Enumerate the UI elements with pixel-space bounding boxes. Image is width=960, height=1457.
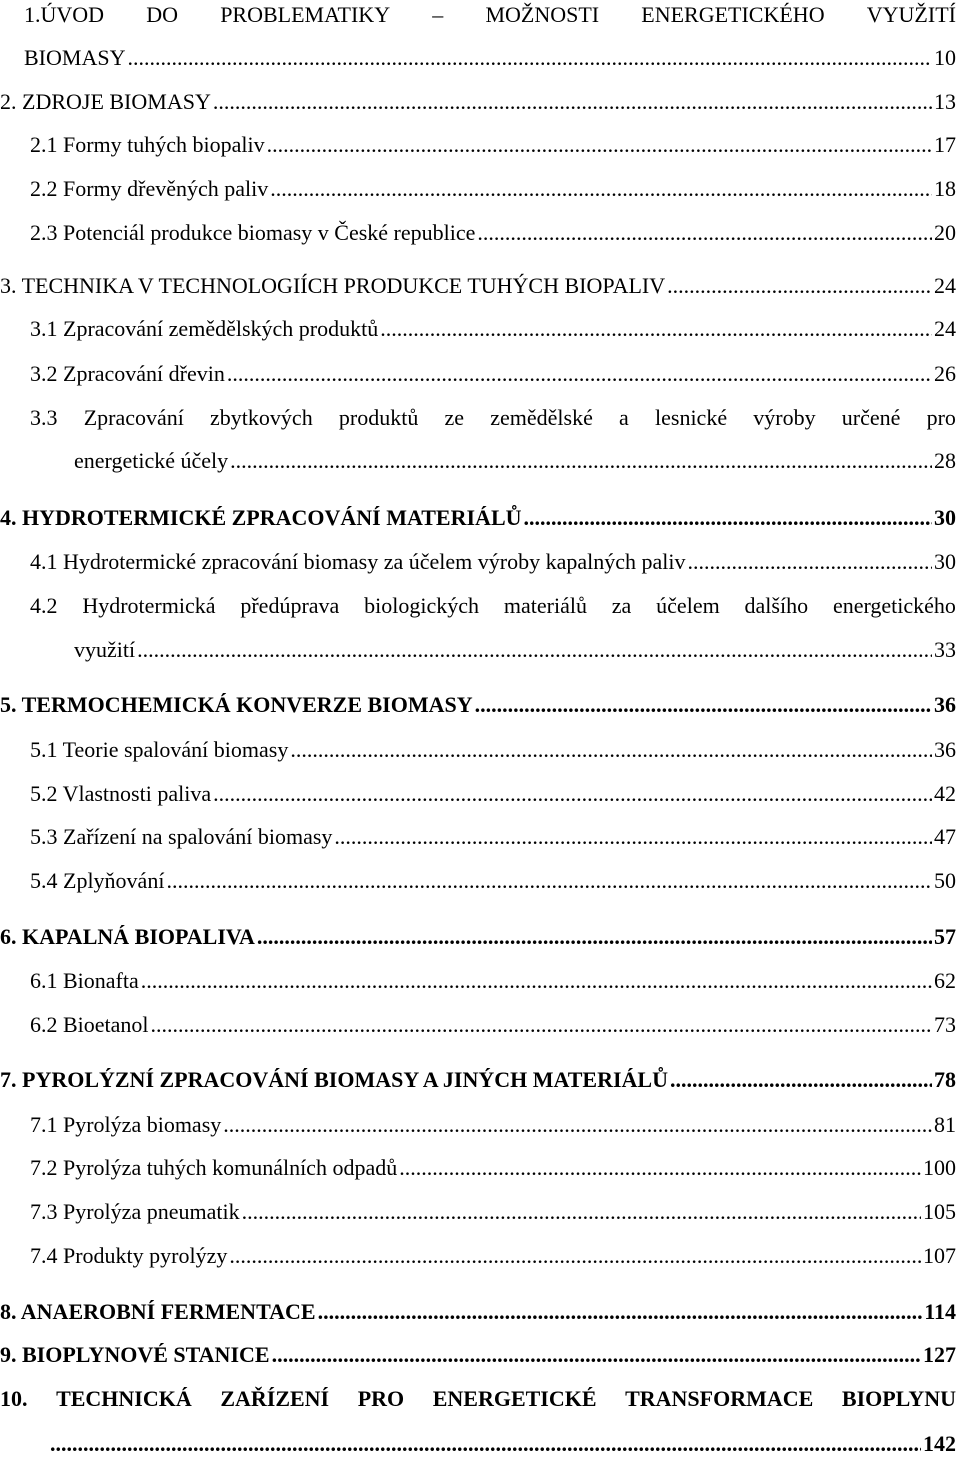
toc-entry-first-line — [0, 1386, 956, 1412]
toc-entry-line — [30, 1155, 956, 1181]
toc-entry-first-line — [30, 593, 956, 619]
toc-entry-title: 3. TECHNIKA V TECHNOLOGIÍCH PRODUKCE TUHÝCH BIOPALIV — [0, 273, 666, 298]
toc-page-number: 50 — [934, 868, 956, 893]
toc-entry-word: Zpracování — [83, 405, 184, 430]
toc-entry-word: TRANSFORMACE — [625, 1386, 814, 1411]
toc-leader-dots — [151, 1012, 932, 1038]
toc-page-number: 13 — [934, 89, 956, 114]
toc-page-number: 24 — [934, 316, 956, 341]
toc-entry-title: 7. PYROLÝZNÍ ZPRACOVÁNÍ BIOMASY A JINÝCH MATERIÁLŮ — [0, 1067, 668, 1092]
toc-page-number: 78 — [934, 1067, 956, 1092]
toc-entry-word: výroby — [753, 405, 816, 430]
toc-page-number: 42 — [934, 781, 956, 806]
toc-page-number: 73 — [934, 1012, 956, 1037]
toc-entry-title: 7.2 Pyrolýza tuhých komunálních odpadů — [30, 1155, 398, 1180]
toc-entry-line — [30, 1243, 956, 1269]
toc-entry-word: produktů — [338, 405, 419, 430]
toc-entry-line — [30, 316, 956, 342]
toc-page-number: 114 — [924, 1299, 956, 1324]
toc-leader-dots — [290, 737, 932, 763]
toc-page-number: 36 — [934, 737, 956, 762]
toc-page-number: 17 — [934, 132, 956, 157]
toc-entry-word: PRO — [357, 1386, 405, 1411]
toc-leader-dots — [272, 1342, 921, 1368]
toc-leader-dots — [227, 361, 932, 387]
toc-leader-dots — [213, 781, 932, 807]
toc-entry-line — [0, 692, 956, 718]
toc-entry-line — [30, 1112, 956, 1138]
toc-page-number: 36 — [934, 692, 956, 717]
toc-entry-title: 7.3 Pyrolýza pneumatik — [30, 1199, 240, 1224]
toc-leader-dots — [257, 924, 932, 950]
toc-entry-word: lesnické — [655, 405, 728, 430]
toc-entry-word: 4.2 — [30, 593, 58, 618]
toc-entry-line — [30, 781, 956, 807]
toc-entry-last-line — [48, 1431, 956, 1457]
toc-entry-word: zemědělské — [490, 405, 593, 430]
toc-leader-dots — [318, 1299, 923, 1325]
toc-entry-line — [30, 868, 956, 894]
toc-entry-word: ze — [444, 405, 465, 430]
toc-entry-word: a — [619, 405, 629, 430]
toc-entry-line — [30, 549, 956, 575]
toc-leader-dots — [688, 549, 933, 575]
toc-page-number: 24 — [934, 273, 956, 298]
toc-leader-dots — [667, 273, 932, 299]
toc-leader-dots — [524, 505, 932, 531]
toc-entry-title: 5.3 Zařízení na spalování biomasy — [30, 824, 333, 849]
toc-entry-title: 6.2 Bioetanol — [30, 1012, 149, 1037]
toc-entry-title: 5.2 Vlastnosti paliva — [30, 781, 212, 806]
toc-entry-title: 3.2 Zpracování dřevin — [30, 361, 225, 386]
toc-entry-title: 5.1 Teorie spalování biomasy — [30, 737, 289, 762]
toc-entry-word: pro — [926, 405, 956, 430]
toc-entry-last-line — [74, 637, 956, 663]
toc-entry-line — [0, 1067, 956, 1093]
toc-entry-line — [0, 505, 956, 531]
toc-entry-word: energetického — [832, 593, 956, 618]
toc-entry-title: BIOMASY — [24, 45, 126, 70]
toc-entry-word: za — [611, 593, 632, 618]
toc-page-number: 30 — [934, 549, 956, 574]
toc-entry-word: – — [432, 2, 444, 27]
toc-entry-word: Hydrotermická — [82, 593, 216, 618]
toc-entry-line — [0, 1299, 956, 1325]
toc-entry-word: DO — [146, 2, 179, 27]
toc-entry-line — [0, 1342, 956, 1368]
toc-entry-word: ENERGETICKÉ — [432, 1386, 597, 1411]
toc-entry-title: 3.1 Zpracování zemědělských produktů — [30, 316, 379, 341]
toc-entry-title: 6. KAPALNÁ BIOPALIVA — [0, 924, 255, 949]
toc-entry-first-line — [24, 2, 956, 28]
toc-leader-dots — [50, 1431, 921, 1457]
toc-entry-title: 5.4 Zplyňování — [30, 868, 165, 893]
toc-page-number: 28 — [934, 448, 956, 473]
toc-entry-title: 5. TERMOCHEMICKÁ KONVERZE BIOMASY — [0, 692, 473, 717]
toc-entry-title: 2.3 Potenciál produkce biomasy v České republice — [30, 220, 476, 245]
toc-entry-line — [0, 273, 956, 299]
toc-page-number: 18 — [934, 176, 956, 201]
toc-entry-word: 3.3 — [30, 405, 58, 430]
toc-entry-word: PROBLEMATIKY — [220, 2, 391, 27]
toc-entry-last-line — [74, 448, 956, 474]
toc-page-number: 10 — [934, 45, 956, 70]
toc-entry-word: předúprava — [240, 593, 340, 618]
toc-page-number: 62 — [934, 968, 956, 993]
toc-entry-title: 2.1 Formy tuhých biopaliv — [30, 132, 265, 157]
toc-entry-first-line — [30, 405, 956, 431]
toc-entry-line — [30, 968, 956, 994]
toc-entry-word: dalšího — [744, 593, 809, 618]
toc-leader-dots — [166, 868, 932, 894]
toc-entry-title: využití — [74, 637, 136, 662]
toc-entry-word: VYUŽITÍ — [866, 2, 956, 27]
toc-entry-word: materiálů — [503, 593, 587, 618]
toc-entry-title: 4.1 Hydrotermické zpracování biomasy za účelem výroby kapalných paliv — [30, 549, 686, 574]
toc-entry-word: 10. — [0, 1386, 28, 1411]
toc-entry-title: 7.4 Produkty pyrolýzy — [30, 1243, 228, 1268]
toc-leader-dots — [229, 1243, 921, 1269]
toc-entry-title: 8. ANAEROBNÍ FERMENTACE — [0, 1299, 316, 1324]
toc-entry-title: energetické účely — [74, 448, 229, 473]
toc-entry-word: TECHNICKÁ — [56, 1386, 192, 1411]
toc-leader-dots — [267, 132, 932, 158]
toc-entry-word: 1.ÚVOD — [24, 2, 105, 27]
toc-entry-line — [30, 176, 956, 202]
toc-entry-word: účelem — [656, 593, 720, 618]
toc-entry-word: biologických — [364, 593, 480, 618]
toc-page-number: 20 — [934, 220, 956, 245]
toc-entry-line — [30, 361, 956, 387]
toc-leader-dots — [137, 637, 932, 663]
toc-page-number: 33 — [934, 637, 956, 662]
toc-leader-dots — [334, 824, 932, 850]
toc-leader-dots — [230, 448, 932, 474]
toc-leader-dots — [223, 1112, 932, 1138]
toc-entry-line — [0, 924, 956, 950]
toc-entry-line — [30, 132, 956, 158]
toc-entry-title: 2. ZDROJE BIOMASY — [0, 89, 211, 114]
toc-leader-dots — [213, 89, 932, 115]
toc-page-number: 127 — [923, 1342, 956, 1367]
toc-leader-dots — [380, 316, 932, 342]
toc-page-number: 100 — [923, 1155, 956, 1180]
toc-entry-title: 4. HYDROTERMICKÉ ZPRACOVÁNÍ MATERIÁLŮ — [0, 505, 522, 530]
toc-entry-title: 2.2 Formy dřevěných paliv — [30, 176, 269, 201]
toc-leader-dots — [399, 1155, 921, 1181]
toc-entry-line — [30, 1199, 956, 1225]
toc-leader-dots — [127, 45, 932, 71]
toc-entry-title: 9. BIOPLYNOVÉ STANICE — [0, 1342, 270, 1367]
toc-page-number: 57 — [934, 924, 956, 949]
toc-leader-dots — [141, 968, 932, 994]
toc-entry-line — [30, 737, 956, 763]
toc-entry-word: BIOPLYNU — [841, 1386, 956, 1411]
toc-entry-line — [0, 89, 956, 115]
toc-page-number: 47 — [934, 824, 956, 849]
toc-entry-title: 6.1 Bionafta — [30, 968, 139, 993]
toc-page-number: 142 — [923, 1431, 956, 1456]
toc-page-number: 107 — [923, 1243, 956, 1268]
toc-leader-dots — [475, 692, 932, 718]
toc-entry-word: MOŽNOSTI — [485, 2, 600, 27]
toc-entry-word: ZAŘÍZENÍ — [220, 1386, 330, 1411]
toc-page-number: 105 — [923, 1199, 956, 1224]
toc-page-number: 81 — [934, 1112, 956, 1137]
toc-entry-line — [30, 824, 956, 850]
toc-leader-dots — [670, 1067, 932, 1093]
toc-page-number: 30 — [934, 505, 956, 530]
toc-entry-word: zbytkových — [210, 405, 313, 430]
toc-entry-line — [30, 1012, 956, 1038]
toc-page-number: 26 — [934, 361, 956, 386]
toc-entry-last-line — [24, 45, 956, 71]
toc-entry-word: určené — [841, 405, 901, 430]
toc-entry-line — [30, 220, 956, 246]
toc-leader-dots — [477, 220, 932, 246]
toc-leader-dots — [270, 176, 932, 202]
toc-entry-word: ENERGETICKÉHO — [641, 2, 825, 27]
toc-entry-title: 7.1 Pyrolýza biomasy — [30, 1112, 222, 1137]
toc-leader-dots — [242, 1199, 921, 1225]
